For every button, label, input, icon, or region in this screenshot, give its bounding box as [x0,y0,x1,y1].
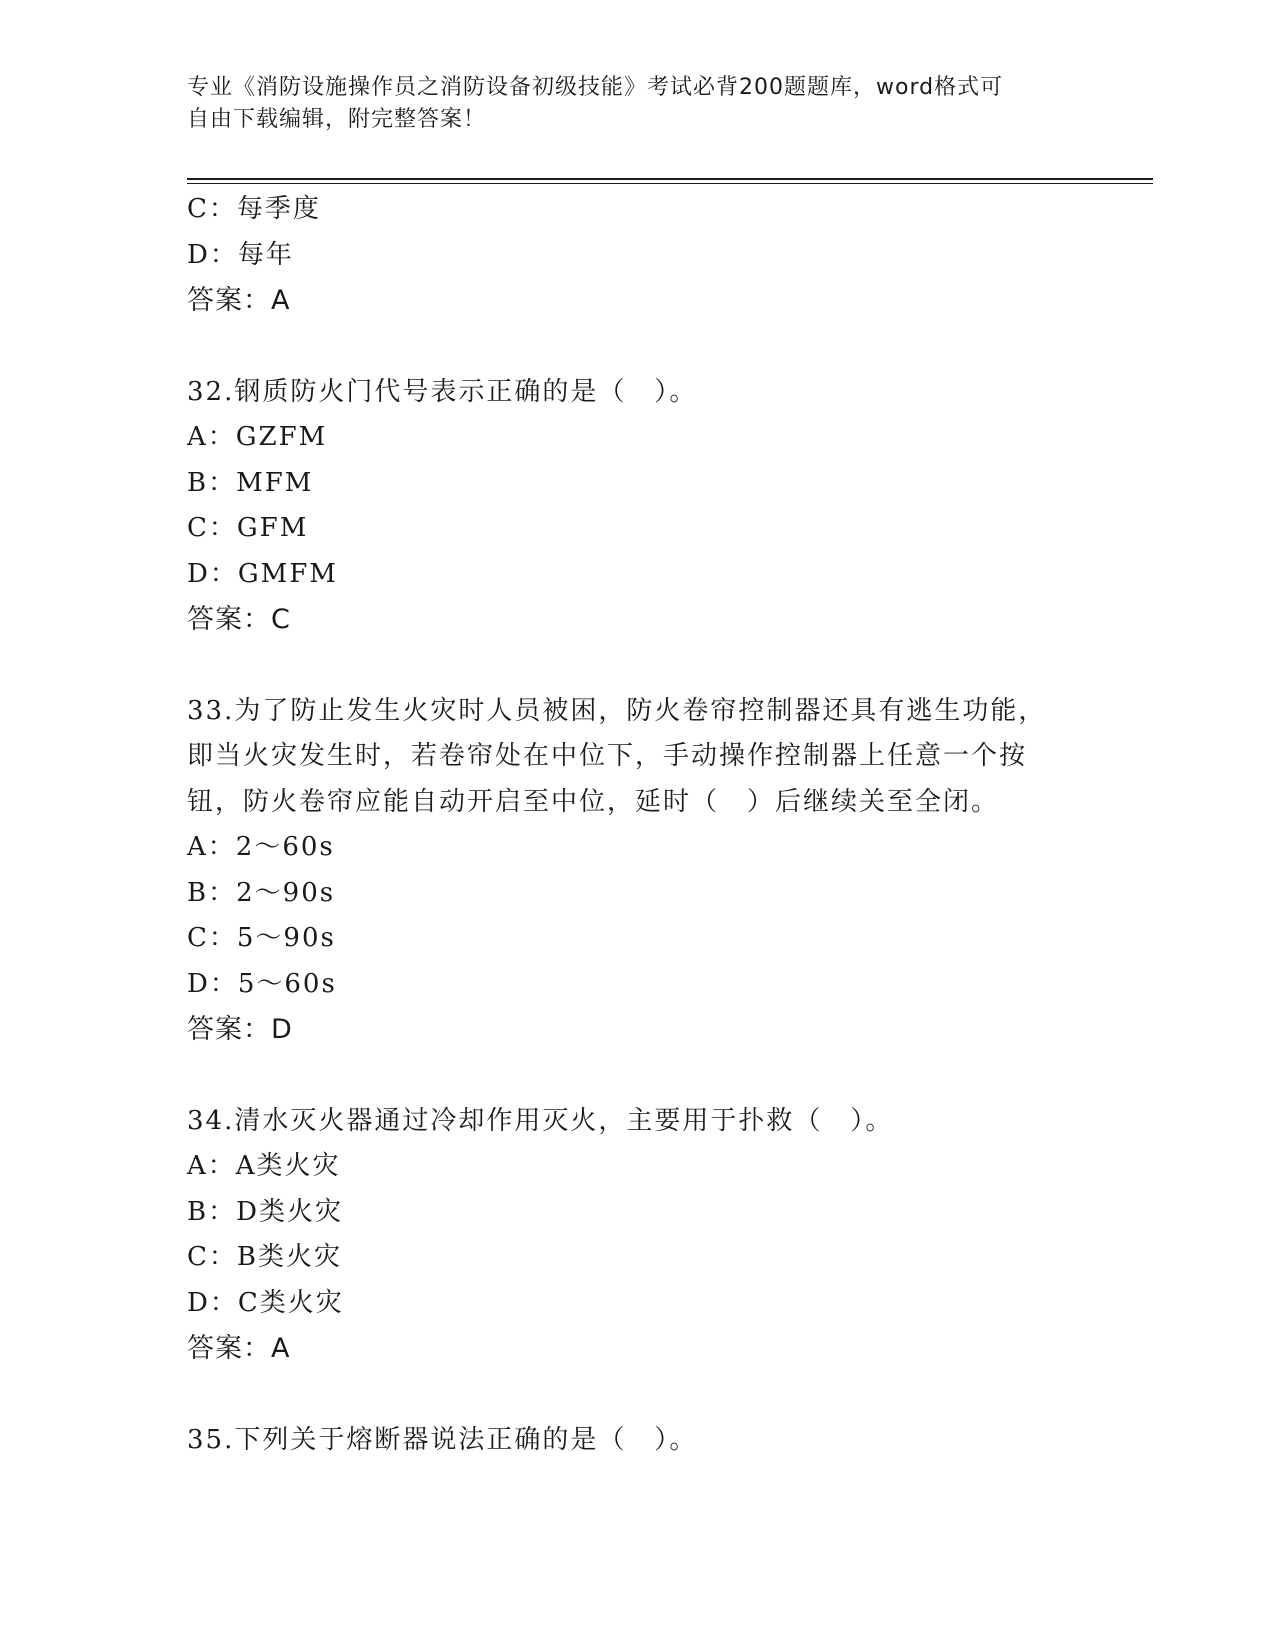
option-d: D：每年 [187,239,294,270]
question-stem: 即当火灾发生时，若卷帘处在中位下，手动操作控制器上任意一个按 [187,741,1028,771]
question-stem: 35.下列关于熔断器说法正确的是（ ）。 [187,1424,698,1455]
option-c: C：GFM [187,513,309,543]
question-content [187,187,1087,1463]
question-34 [187,1099,1087,1372]
header-line-1: 专业《消防设施操作员之消防设备初级技能》考试必背200题题库，word格式可 [187,75,1004,100]
option-d: D：C类火灾 [187,1287,344,1318]
header-line-2: 自由下载编辑，附完整答案！ [187,107,487,132]
question-33 [187,689,1087,1053]
option-b: B：2～90s [187,877,336,908]
option-c: C：5～90s [187,923,336,953]
option-d: D：GMFM [187,558,338,589]
answer-line: 答案：D [187,1014,293,1045]
previous-question-tail [187,187,1087,324]
option-b: B：D类火灾 [187,1196,343,1227]
question-spacer [187,1053,1087,1099]
header-divider-thick [187,178,1153,180]
option-a: A：GZFM [187,422,328,452]
header-divider-thin [187,183,1153,184]
question-spacer [187,324,1087,370]
option-a: A：2～60s [187,832,335,862]
answer-line: 答案：C [187,604,291,635]
option-b: B：MFM [187,467,314,498]
option-c: C：B类火灾 [187,1242,343,1272]
question-32 [187,370,1087,643]
question-stem: 钮，防火卷帘应能自动开启至中位，延时（ ）后继续关至全闭。 [187,786,1000,817]
question-stem: 34.清水灭火器通过冷却作用灭火，主要用于扑救（ ）。 [187,1105,894,1136]
option-c: C：每季度 [187,194,321,224]
question-35 [187,1418,1087,1464]
question-stem: 32.钢质防火门代号表示正确的是（ ）。 [187,376,698,407]
answer-line: 答案：A [187,285,291,316]
option-a: A：A类火灾 [187,1151,341,1181]
question-stem: 33.为了防止发生火灾时人员被困，防火卷帘控制器还具有逃生功能， [187,695,1047,726]
document-header [187,72,1067,136]
question-spacer [187,643,1087,689]
answer-line: 答案：A [187,1333,291,1364]
question-spacer [187,1372,1087,1418]
option-d: D：5～60s [187,968,337,999]
